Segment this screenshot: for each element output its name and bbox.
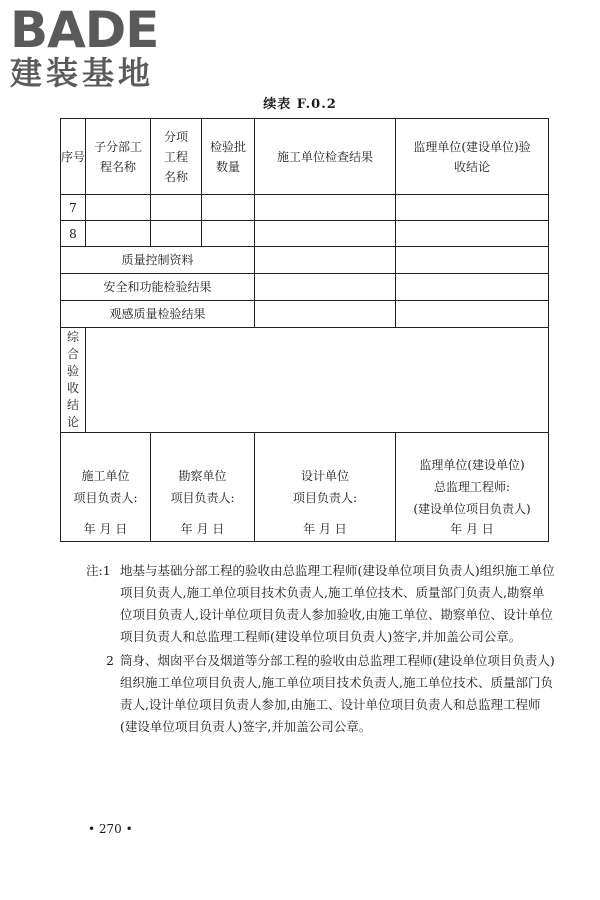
supervisor-signature: 监理单位(建设单位) 总监理工程师: (建设单位项目负责人) 年 月 日 [396, 433, 549, 542]
table-row [61, 221, 600, 247]
row-cell [151, 195, 202, 221]
table-row [61, 195, 600, 221]
note-text: 筒身、烟囱平台及烟道等分部工程的验收由总监理工程师(建设单位项目负责人)组织施工单位项目负责人,施工单位项目技术负责人,施工单位技术、质量部门负责人,设计单位项目负责人参加,由施工、设计单位项目负责人和总监理工程师(建设单位项目负责人)签字,并加盖公司公章。 [120, 653, 555, 734]
row-cell [255, 301, 396, 328]
row-cell [151, 221, 202, 247]
row-cell [396, 221, 549, 247]
header-supervisor-conclusion: 监理单位(建设单位)验收结论 [396, 119, 549, 195]
quality-data-label: 质量控制资料 [61, 247, 255, 274]
row-cell [255, 195, 396, 221]
note-item [86, 560, 556, 648]
survey-signature: 勘察单位 项目负责人: 年 月 日 [151, 433, 255, 542]
row-seq: 8 [61, 221, 86, 247]
note-number: 1 [102, 563, 111, 578]
row-cell [396, 247, 549, 274]
notes-prefix: 注: [86, 563, 103, 578]
row-cell [86, 195, 151, 221]
bade-logo [10, 1, 180, 92]
header-sub-division: 子分部工程名称 [86, 119, 151, 195]
row-cell [255, 221, 396, 247]
summary-row [61, 328, 600, 433]
row-cell [202, 221, 255, 247]
row-cell [396, 301, 549, 328]
row-cell [86, 221, 151, 247]
logo-brand-text: BADE [10, 1, 159, 59]
acceptance-table [60, 118, 600, 542]
header-item: 分项工程名称 [151, 119, 202, 195]
contractor-signature: 施工单位 项目负责人: 年 月 日 [61, 433, 151, 542]
note-text: 地基与基础分部工程的验收由总监理工程师(建设单位项目负责人)组织施工单位项目负责人,施工单位项目技术负责人,施工单位技术、质量部门负责人,勘察单位项目负责人,设计单位项目负责人参加验收,由施工单位、勘察单位、设计单位项目负责人和总监理工程师(建设单位项目负责人)签字,并加盖公司公章。 [120, 563, 555, 644]
header-seq: 序号 [61, 119, 86, 195]
design-signature: 设计单位 项目负责人: 年 月 日 [255, 433, 396, 542]
table-title: 续表 F.0.2 [263, 97, 337, 112]
header-contractor-result: 施工单位检查结果 [255, 119, 396, 195]
quality-data-row [61, 247, 600, 274]
logo-subtitle-text: 建装基地 [10, 54, 155, 92]
header-row [61, 119, 600, 195]
safety-function-row [61, 274, 600, 301]
row-cell [202, 195, 255, 221]
signature-row [61, 433, 600, 542]
row-cell [255, 274, 396, 301]
row-cell [396, 274, 549, 301]
notes-section [86, 560, 556, 738]
row-cell [255, 247, 396, 274]
note-number: 2 [106, 653, 114, 668]
summary-content [86, 328, 549, 433]
note-item [86, 650, 556, 738]
row-cell [396, 195, 549, 221]
appearance-label: 观感质量检验结果 [61, 301, 255, 328]
safety-function-label: 安全和功能检验结果 [61, 274, 255, 301]
header-batch-count: 检验批数量 [202, 119, 255, 195]
page-number: • 270 • [88, 822, 133, 836]
summary-label: 综合验收结论 [61, 328, 86, 433]
appearance-row [61, 301, 600, 328]
row-seq: 7 [61, 195, 86, 221]
